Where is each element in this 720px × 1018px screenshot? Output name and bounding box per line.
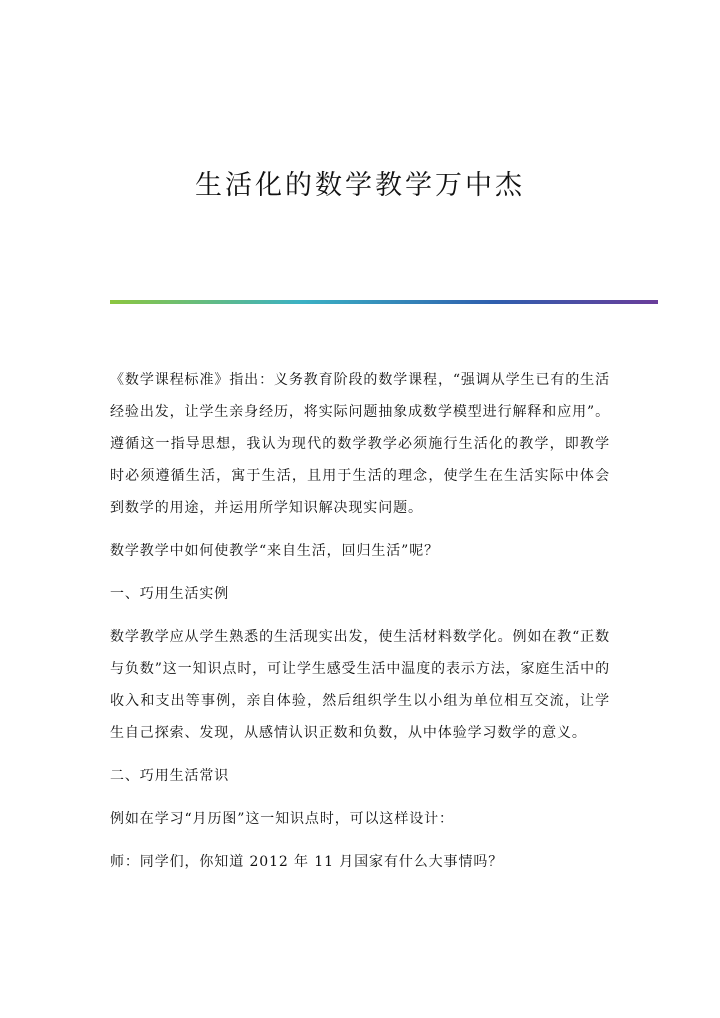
document-body <box>110 364 610 889</box>
section-heading-1: 一、巧用生活实例 <box>110 586 230 602</box>
paragraph-section-1: 数学教学应从学生熟悉的生活现实出发，使生活材料数学化。例如在教“正数与负数”这一知识点时，可让学生感受生活中温度的表示方法，家庭生活中的收入和支出等事例，亲自体验，然后组织学生以小组为单位相互交流，让学生自己探索、发现，从感情认识正数和负数，从中体验学习数学的意义。 <box>110 629 610 741</box>
paragraph-dialogue: 师：同学们，你知道 2012 年 11 月国家有什么大事情吗？ <box>110 854 504 870</box>
paragraph-example: 例如在学习“月历图”这一知识点时，可以这样设计： <box>110 811 454 827</box>
section-heading-2: 二、巧用生活常识 <box>110 768 230 784</box>
title-divider <box>110 300 658 304</box>
document-title: 生活化的数学教学万中杰 <box>195 170 525 201</box>
paragraph-intro: 《数学课程标准》指出：义务教育阶段的数学课程，“强调从学生已有的生活经验出发，让学生亲身经历，将实际问题抽象成数学模型进行解释和应用”。遵循这一指导思想，我认为现代的数学教学必须施行生活化的教学，即教学时必须遵循生活，寓于生活，且用于生活的理念，使学生在生活实际中体会到数学的用途，并运用所学知识解决现实问题。 <box>110 372 610 516</box>
paragraph-question: 数学教学中如何使教学“来自生活，回归生活”呢？ <box>110 543 440 559</box>
